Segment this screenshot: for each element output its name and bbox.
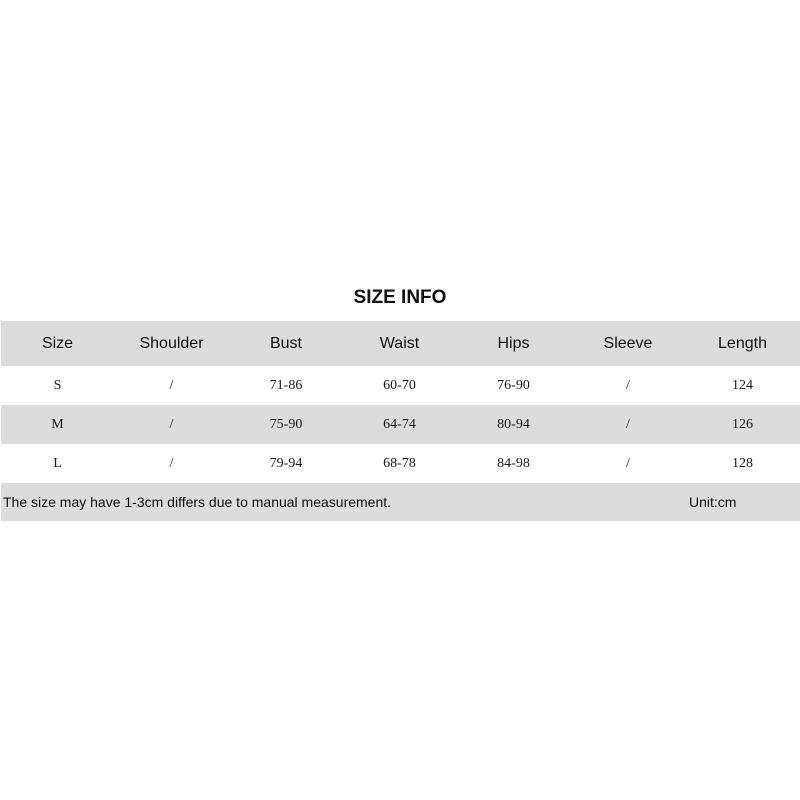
column-header-waist: Waist [343,321,456,366]
table-cell-hips: 80-94 [456,405,571,444]
table-cell-sleeve: / [626,455,630,471]
unit-label: Unit:cm [685,483,800,521]
table-row-s [1,366,800,405]
table-footer-row [1,483,800,521]
table-cell-sleeve: / [626,377,630,393]
table-cell-length: 128 [732,455,753,471]
table-cell-waist: 68-78 [383,455,416,471]
table-cell-waist: 60-70 [383,377,416,393]
table-cell-length: 126 [685,405,800,444]
table-cell-size: M [1,405,114,444]
table-cell-shoulder: / [114,405,229,444]
table-cell-length: 124 [732,377,753,393]
table-row-l [1,444,800,483]
table-cell-waist: 64-74 [343,405,456,444]
column-header-hips: Hips [456,321,571,366]
table-cell-bust: 75-90 [229,405,343,444]
table-cell-bust: 79-94 [269,455,303,471]
measurement-note: The size may have 1-3cm differs due to manual measurement. [1,483,685,521]
table-cell-size: L [53,455,62,471]
table-cell-sleeve: / [571,405,685,444]
column-header-size: Size [1,321,114,366]
page-title: SIZE INFO [353,287,447,308]
table-cell-hips: 76-90 [497,377,530,393]
table-cell-shoulder: / [169,377,174,393]
table-header-row [1,321,800,366]
column-header-length: Length [685,321,800,366]
column-header-shoulder: Shoulder [114,321,229,366]
table-cell-hips: 84-98 [497,455,530,471]
column-header-sleeve: Sleeve [571,321,685,366]
table-cell-size: S [53,377,62,393]
table-row-m [1,405,800,444]
size-chart-table [1,321,800,521]
table-cell-bust: 71-86 [269,377,303,393]
column-header-bust: Bust [229,321,343,366]
table-cell-shoulder: / [169,455,174,471]
